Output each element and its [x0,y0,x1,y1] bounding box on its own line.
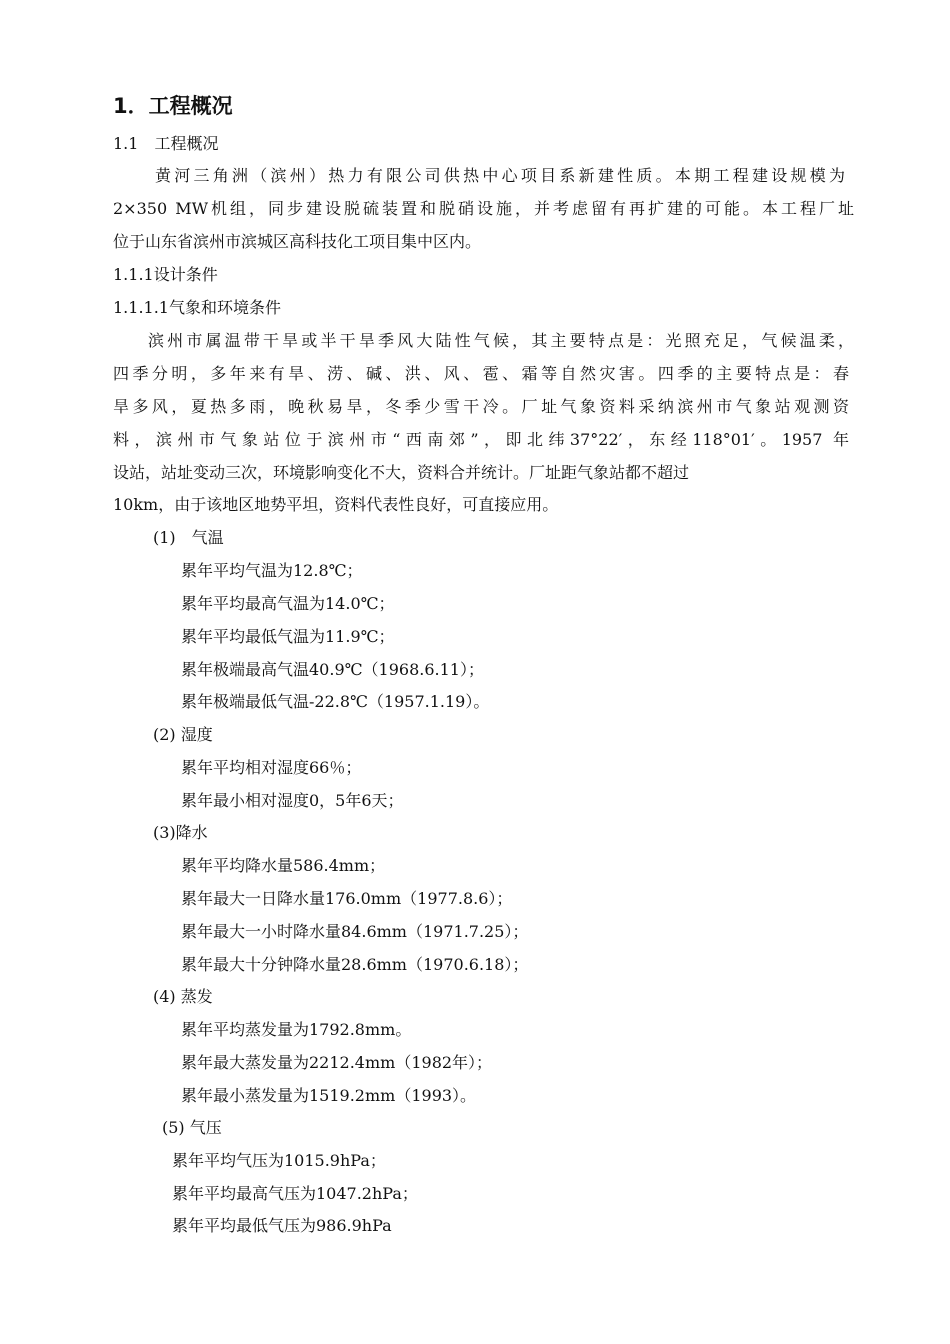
temperature-title: (1) 气温 [153,528,224,547]
precipitation-item: 累年最大一小时降水量84.6mm（1971.7.25）； [181,922,529,941]
temperature-item: 累年极端最低气温-22.8℃（1957.1.19）。 [181,692,490,711]
pressure-item: 累年平均最低气压为986.9hPa [172,1216,392,1235]
humidity-item: 累年最小相对湿度0，5年6天； [181,791,404,810]
pressure-title: (5) 气压 [162,1118,222,1137]
precipitation-item: 累年平均降水量586.4mm； [181,856,386,875]
evaporation-item: 累年最小蒸发量为1519.2mm（1993）。 [181,1086,477,1105]
temperature-item: 累年极端最高气温40.9℃（1968.6.11）； [181,660,484,679]
evaporation-item: 累年平均蒸发量为1792.8mm。 [181,1020,412,1039]
evaporation-item: 累年最大蒸发量为2212.4mm（1982年）； [181,1053,493,1072]
temperature-item: 累年平均最高气温为14.0℃； [181,594,395,613]
precipitation-item: 累年最大十分钟降水量28.6mm（1970.6.18）； [181,955,529,974]
intro-line-3: 位于山东省滨州市滨城区高科技化工项目集中区内。 [113,232,482,251]
climate-line-3: 旱多风，夏热多雨，晚秋易旱，冬季少雪干冷。厂址气象资料采纳滨州市气象站观测资 [113,397,849,416]
pressure-item: 累年平均气压为1015.9hPa； [172,1151,386,1170]
section-heading-1-1-1: 1.1.1设计条件 [113,265,218,284]
climate-line-2: 四季分明，多年来有旱、涝、碱、洪、风、雹、霜等自然灾害。四季的主要特点是：春 [113,364,849,383]
precipitation-title: (3)降水 [153,823,208,842]
pressure-item: 累年平均最高气压为1047.2hPa； [172,1184,418,1203]
climate-line-1: 滨州市属温带干旱或半干旱季风大陆性气候，其主要特点是：光照充足，气候温柔， [148,331,854,350]
humidity-title: (2) 湿度 [153,725,213,744]
intro-line-1: 黄河三角洲（滨州）热力有限公司供热中心项目系新建性质。本期工程建设规模为 [155,166,845,185]
climate-line-6: 10km，由于该地区地势平坦，资料代表性良好，可直接应用。 [113,495,559,514]
temperature-item: 累年平均最低气温为11.9℃； [181,627,395,646]
chapter-heading: 1．工程概况 [113,94,233,118]
precipitation-item: 累年最大一日降水量176.0mm（1977.8.6）； [181,889,513,908]
humidity-item: 累年平均相对湿度66％； [181,758,362,777]
evaporation-title: (4) 蒸发 [153,987,213,1006]
climate-line-4: 料，滨州市气象站位于滨州市“西南郊”，即北纬37°22′，东经118°01′。1957 年 [113,430,849,449]
section-heading-1-1: 1.1 工程概况 [113,134,219,153]
temperature-item: 累年平均气温为12.8℃； [181,561,363,580]
climate-line-5: 设站，站址变动三次，环境影响变化不大，资料合并统计。厂址距气象站都不超过 [113,463,690,482]
section-heading-1-1-1-1: 1.1.1.1气象和环境条件 [113,298,281,317]
intro-line-2: 2×350 MW机组，同步建设脱硫装置和脱硝设施，并考虑留有再扩建的可能。本工程厂址 [113,199,854,218]
